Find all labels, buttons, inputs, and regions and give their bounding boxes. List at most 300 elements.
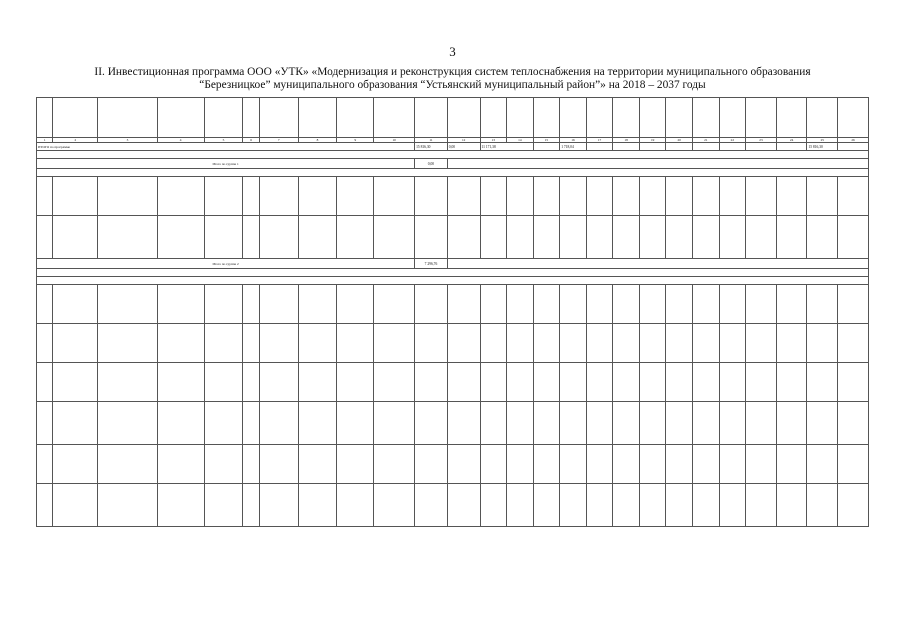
cell	[666, 402, 693, 445]
table-row	[37, 445, 869, 484]
cell	[776, 445, 807, 484]
header-cell	[447, 98, 480, 138]
column-number: 21	[693, 138, 720, 143]
cell	[776, 216, 807, 259]
cell	[447, 177, 480, 216]
cell	[639, 143, 666, 151]
cell	[838, 402, 869, 445]
header-cell	[586, 98, 613, 138]
cell	[807, 285, 838, 324]
cell	[243, 285, 259, 324]
cell	[98, 324, 157, 363]
column-number: 17	[586, 138, 613, 143]
year-cell: 0,00	[447, 143, 480, 151]
row-label: ИТОГО по программе	[37, 143, 415, 151]
cell	[533, 484, 560, 527]
row-label: Итого по группе 2	[37, 259, 415, 269]
cell	[776, 143, 807, 151]
cell	[298, 484, 337, 527]
cell	[243, 324, 259, 363]
cell	[693, 445, 720, 484]
table-row	[37, 259, 869, 269]
cell	[98, 216, 157, 259]
cell	[693, 363, 720, 402]
column-number: 2	[53, 138, 98, 143]
cell	[719, 484, 746, 527]
cell	[204, 445, 243, 484]
column-number: 23	[746, 138, 777, 143]
header-cell	[98, 98, 157, 138]
cell	[586, 285, 613, 324]
cell	[560, 177, 587, 216]
header-cell	[374, 98, 415, 138]
cell	[298, 445, 337, 484]
cell	[507, 363, 534, 402]
cell	[666, 324, 693, 363]
cell	[204, 363, 243, 402]
header-cell	[776, 98, 807, 138]
cell	[374, 402, 415, 445]
cell	[243, 216, 259, 259]
cell	[53, 484, 98, 527]
cell	[533, 445, 560, 484]
column-number: 6	[243, 138, 259, 143]
document-title	[40, 66, 865, 92]
cell	[447, 285, 480, 324]
cell	[415, 324, 448, 363]
cell	[560, 324, 587, 363]
cell	[53, 177, 98, 216]
cell	[37, 402, 53, 445]
cell	[298, 285, 337, 324]
cell	[374, 484, 415, 527]
cell	[337, 484, 374, 527]
column-number: 18	[613, 138, 640, 143]
cell	[415, 363, 448, 402]
cell	[666, 177, 693, 216]
cell	[204, 402, 243, 445]
column-number: 4	[157, 138, 204, 143]
cell	[719, 445, 746, 484]
column-number: 9	[337, 138, 374, 143]
column-number: 11	[415, 138, 448, 143]
cell	[204, 285, 243, 324]
cell	[53, 402, 98, 445]
cell	[37, 177, 53, 216]
cell	[693, 324, 720, 363]
cell	[98, 484, 157, 527]
cell	[157, 445, 204, 484]
header-cell	[746, 98, 777, 138]
cell	[98, 363, 157, 402]
cell	[157, 484, 204, 527]
column-number: 26	[838, 138, 869, 143]
cell	[719, 143, 746, 151]
title-line-1: II. Инвестиционная программа ООО «УТК» «Модернизация и реконструкция систем теплоснабжения на территории муниципального образования	[94, 66, 811, 78]
header-cell	[157, 98, 204, 138]
cell	[415, 285, 448, 324]
cell	[560, 216, 587, 259]
cell	[533, 143, 560, 151]
header-cell	[507, 98, 534, 138]
column-number: 22	[719, 138, 746, 143]
cell	[157, 402, 204, 445]
cell	[586, 143, 613, 151]
cell	[204, 324, 243, 363]
cell	[447, 445, 480, 484]
cell	[746, 216, 777, 259]
header-cell	[204, 98, 243, 138]
cell	[533, 324, 560, 363]
table-row	[37, 363, 869, 402]
cell	[337, 324, 374, 363]
cell	[374, 285, 415, 324]
cell	[447, 259, 868, 269]
cell	[746, 484, 777, 527]
cell	[243, 445, 259, 484]
cell	[98, 285, 157, 324]
cell	[243, 484, 259, 527]
investment-table	[36, 97, 869, 555]
cell	[533, 177, 560, 216]
header-cell	[37, 98, 53, 138]
group-header-row	[37, 169, 869, 177]
cell	[807, 177, 838, 216]
cell	[415, 445, 448, 484]
cell	[98, 402, 157, 445]
cell	[337, 402, 374, 445]
cell	[746, 285, 777, 324]
cell	[586, 445, 613, 484]
header-cell	[560, 98, 587, 138]
cell	[507, 285, 534, 324]
cell	[719, 285, 746, 324]
cell	[337, 285, 374, 324]
cell	[507, 445, 534, 484]
cell	[666, 445, 693, 484]
cell	[337, 445, 374, 484]
cell	[807, 402, 838, 445]
cell	[37, 324, 53, 363]
cell	[157, 324, 204, 363]
cell	[259, 216, 298, 259]
cell	[586, 402, 613, 445]
column-number: 14	[507, 138, 534, 143]
cell	[560, 402, 587, 445]
cell	[507, 402, 534, 445]
cell	[53, 324, 98, 363]
cell	[838, 143, 869, 151]
row-label: Итого по группе 1	[37, 159, 415, 169]
cell	[560, 445, 587, 484]
cell	[298, 363, 337, 402]
table-row	[37, 484, 869, 527]
column-number: 25	[807, 138, 838, 143]
cell	[204, 484, 243, 527]
cell	[639, 484, 666, 527]
column-number: 10	[374, 138, 415, 143]
cell	[98, 177, 157, 216]
cell	[157, 216, 204, 259]
cell	[560, 363, 587, 402]
cell	[507, 216, 534, 259]
cell	[560, 285, 587, 324]
cell	[298, 216, 337, 259]
header-cell	[693, 98, 720, 138]
group-header-row	[37, 269, 869, 277]
cell	[533, 363, 560, 402]
cell	[480, 285, 507, 324]
cell	[807, 216, 838, 259]
cell	[613, 216, 640, 259]
cell	[560, 484, 587, 527]
cell	[586, 484, 613, 527]
year-cell: 11 171,38	[480, 143, 533, 151]
group-header-row	[37, 151, 869, 159]
cell	[639, 363, 666, 402]
cell	[447, 363, 480, 402]
cell	[259, 285, 298, 324]
cell	[507, 324, 534, 363]
cell	[259, 484, 298, 527]
cell	[374, 324, 415, 363]
column-number: 5	[204, 138, 243, 143]
cell	[776, 324, 807, 363]
cell	[746, 324, 777, 363]
column-number: 12	[447, 138, 480, 143]
cell	[613, 445, 640, 484]
cell	[613, 143, 640, 151]
cell	[666, 484, 693, 527]
cell	[243, 363, 259, 402]
cell	[507, 177, 534, 216]
cell	[838, 216, 869, 259]
column-number: 16	[560, 138, 587, 143]
cell	[37, 216, 53, 259]
cell	[746, 445, 777, 484]
table-row	[37, 177, 869, 216]
header-cell	[337, 98, 374, 138]
cell	[447, 402, 480, 445]
header-cell	[807, 98, 838, 138]
cell	[243, 177, 259, 216]
cell	[639, 285, 666, 324]
cell	[447, 159, 868, 169]
header-row	[37, 98, 869, 138]
cell	[533, 285, 560, 324]
cell	[37, 363, 53, 402]
cell	[259, 363, 298, 402]
cell	[480, 402, 507, 445]
subgroup-header	[37, 277, 869, 285]
cell	[259, 445, 298, 484]
cell	[693, 177, 720, 216]
header-cell	[719, 98, 746, 138]
cell	[259, 402, 298, 445]
cell	[447, 484, 480, 527]
cell	[613, 324, 640, 363]
cell	[374, 216, 415, 259]
cell	[838, 177, 869, 216]
column-number: 7	[259, 138, 298, 143]
cell	[776, 177, 807, 216]
cell	[298, 402, 337, 445]
cell	[838, 324, 869, 363]
subgroup-header-row	[37, 277, 869, 285]
column-number: 8	[298, 138, 337, 143]
cell	[374, 445, 415, 484]
cell	[157, 285, 204, 324]
cell	[157, 363, 204, 402]
cell	[337, 177, 374, 216]
header-cell	[838, 98, 869, 138]
cell	[586, 363, 613, 402]
header-cell	[533, 98, 560, 138]
cell	[807, 363, 838, 402]
cell	[776, 402, 807, 445]
cell	[613, 285, 640, 324]
cell	[776, 285, 807, 324]
cell	[693, 402, 720, 445]
cell	[719, 324, 746, 363]
cell	[719, 216, 746, 259]
column-number: 15	[533, 138, 560, 143]
header-cell	[53, 98, 98, 138]
cell	[586, 324, 613, 363]
cell	[243, 402, 259, 445]
cell	[639, 324, 666, 363]
column-number: 24	[776, 138, 807, 143]
cell	[157, 177, 204, 216]
cell	[746, 177, 777, 216]
cell	[37, 285, 53, 324]
column-number: 20	[666, 138, 693, 143]
header-cell	[666, 98, 693, 138]
cell	[415, 484, 448, 527]
cell	[480, 363, 507, 402]
cell	[838, 285, 869, 324]
table-row	[37, 402, 869, 445]
cell	[776, 363, 807, 402]
cell	[719, 363, 746, 402]
column-number: 19	[639, 138, 666, 143]
cell	[693, 285, 720, 324]
cell	[746, 402, 777, 445]
year-cell: 1 718,04	[560, 143, 587, 151]
cell	[613, 177, 640, 216]
cell	[259, 324, 298, 363]
cell	[53, 363, 98, 402]
title-line-2: “Березницкое” муниципального образования “Устьянский муниципальный район”» на 2018 – 2037 годы	[199, 79, 706, 91]
cell	[807, 484, 838, 527]
cell	[838, 484, 869, 527]
cell	[374, 177, 415, 216]
cell	[586, 216, 613, 259]
cell	[693, 143, 720, 151]
cell	[447, 324, 480, 363]
cell	[53, 216, 98, 259]
column-number: 1	[37, 138, 53, 143]
cell	[53, 285, 98, 324]
header-cell	[259, 98, 298, 138]
header-cell	[298, 98, 337, 138]
cell	[613, 363, 640, 402]
cell	[53, 445, 98, 484]
cell	[337, 363, 374, 402]
cell	[776, 484, 807, 527]
cell	[666, 363, 693, 402]
total-cell: 15 816,30	[807, 143, 838, 151]
table-row	[37, 285, 869, 324]
cell	[746, 363, 777, 402]
table-row	[37, 159, 869, 169]
cell	[204, 177, 243, 216]
cell	[666, 216, 693, 259]
cell	[480, 445, 507, 484]
table-row	[37, 143, 869, 151]
table-row	[37, 216, 869, 259]
cell	[719, 177, 746, 216]
cell	[415, 216, 448, 259]
cell	[37, 484, 53, 527]
cell	[480, 216, 507, 259]
cell	[693, 216, 720, 259]
cell	[807, 445, 838, 484]
cell	[298, 324, 337, 363]
table-row	[37, 324, 869, 363]
header-cell	[415, 98, 448, 138]
cell	[838, 363, 869, 402]
header-cell	[639, 98, 666, 138]
total-cell: 0,00	[415, 159, 448, 169]
cell	[639, 216, 666, 259]
cell	[639, 177, 666, 216]
cell	[507, 484, 534, 527]
cell	[374, 363, 415, 402]
header-cell	[243, 98, 259, 138]
cell	[480, 324, 507, 363]
group-header	[37, 151, 869, 159]
cell	[533, 216, 560, 259]
header-cell	[613, 98, 640, 138]
cell	[204, 216, 243, 259]
cell	[807, 324, 838, 363]
column-number: 13	[480, 138, 507, 143]
cell	[480, 177, 507, 216]
cell	[259, 177, 298, 216]
group-header	[37, 169, 869, 177]
cell	[415, 402, 448, 445]
cell	[666, 285, 693, 324]
cell	[613, 484, 640, 527]
total-cell: 15 816,30	[415, 143, 448, 151]
cell	[586, 177, 613, 216]
column-number: 3	[98, 138, 157, 143]
cell	[298, 177, 337, 216]
cell	[693, 484, 720, 527]
cell	[37, 445, 53, 484]
cell	[533, 402, 560, 445]
cell	[447, 216, 480, 259]
cell	[480, 484, 507, 527]
cell	[639, 402, 666, 445]
page-number: 3	[449, 44, 456, 59]
cell	[666, 143, 693, 151]
group-header	[37, 269, 869, 277]
cell	[613, 402, 640, 445]
cell	[98, 445, 157, 484]
cell	[719, 402, 746, 445]
